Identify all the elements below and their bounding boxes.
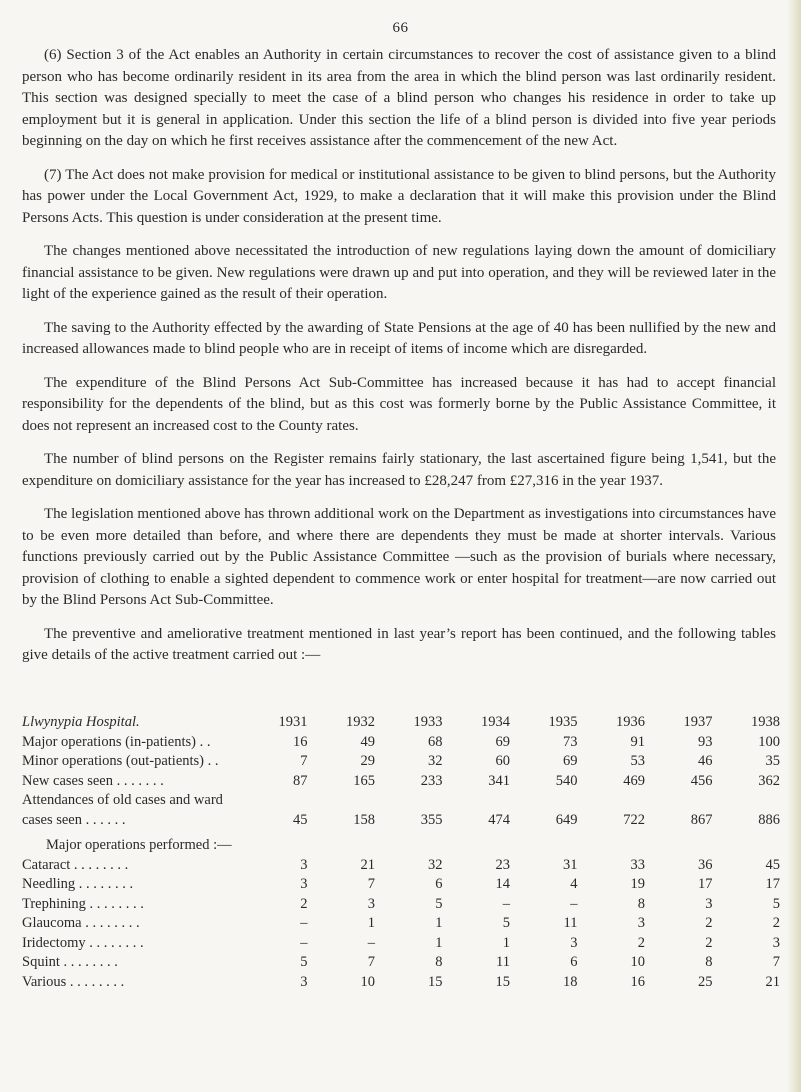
hospital-treatment-table <box>22 713 780 992</box>
year-header: 1931 <box>278 714 308 730</box>
table-cell: 17 <box>765 876 780 892</box>
table-row <box>22 895 780 915</box>
table-cell: – <box>300 934 308 951</box>
row-label: Trephining . . . . . . . . <box>22 895 144 912</box>
table-cell: 15 <box>495 973 510 990</box>
table-cell: 4 <box>570 876 578 892</box>
table-cell: 60 <box>495 753 510 769</box>
row-label: Attendances of old cases and ward <box>22 792 223 808</box>
row-label: Cataract . . . . . . . . <box>22 856 129 873</box>
table-cell: 886 <box>758 811 780 828</box>
table-cell: 8 <box>435 954 443 970</box>
table-cell: 32 <box>428 753 443 769</box>
table-cell: 8 <box>637 895 645 912</box>
paragraph-additional-work: The legislation mentioned above has thrown additional work on the Department as investigations into circumstances have to be even more detailed than before, and where there are dependents they must be made at shorter intervals. Various functions previously carried out by the Public Assistance Committee —such as the provision of burials where necessary, provision of clothing to enable a sighted dependent to commence work or enter hospital for treatment—are now carried out by the Blind Persons Act Sub-Committee. <box>22 506 776 608</box>
row-label: Major operations (in-patients) . . <box>22 733 211 750</box>
paragraph-section-3: (6) Section 3 of the Act enables an Authority in certain circumstances to recover the cost of assistance given to a blind person who has become ordinarily resident in its area from the area in which the blind person was last ordinarily resident. This section was designed specially to meet the case of a blind person who changes his residence in order to take up employment but it is general in application. Under this section the life of a blind person is divided into five year periods beginning on the day on which he first receives assistance after the commencement of the new Act. <box>22 47 776 149</box>
sub-heading: Major operations performed :— <box>46 837 232 853</box>
table-row <box>22 875 780 895</box>
table-cell: 21 <box>360 856 375 873</box>
table-cell: 1 <box>435 915 443 931</box>
table-cell: 233 <box>420 772 443 789</box>
table-cell: – <box>570 895 578 912</box>
year-header: 1935 <box>548 714 578 730</box>
page-edge-shadow <box>787 0 801 1092</box>
row-label: New cases seen . . . . . . . <box>22 772 164 789</box>
table-cell: 540 <box>555 772 578 789</box>
table-cell: 2 <box>300 895 308 912</box>
table-cell: 91 <box>630 733 645 750</box>
table-cell: 93 <box>698 733 713 750</box>
table-cell: 3 <box>300 856 308 873</box>
table-cell: 1 <box>502 934 510 951</box>
table-row <box>22 856 780 876</box>
table-cell: 5 <box>300 954 308 970</box>
table-row <box>22 811 780 831</box>
table-cell: 474 <box>488 811 510 828</box>
year-header: 1938 <box>751 714 780 730</box>
table-cell: 469 <box>623 772 645 789</box>
row-label: Needling . . . . . . . . <box>22 876 134 892</box>
table-cell: 35 <box>765 753 780 769</box>
table-cell: 341 <box>488 772 510 789</box>
row-label: Iridectomy . . . . . . . . <box>22 934 144 951</box>
table-cell: 16 <box>293 733 308 750</box>
paragraph-register-count: The number of blind persons on the Register remains fairly stationary, the last ascertained figure being 1,541, but the expenditure on domiciliary assistance for the year has increased to £28,247 from £27,316 in the year 1937. <box>22 451 776 489</box>
row-label: Glaucoma . . . . . . . . <box>22 915 140 931</box>
table-cell: 355 <box>420 811 443 828</box>
table-cell: 158 <box>353 811 375 828</box>
table-cell: 10 <box>630 954 645 970</box>
table-cell: 25 <box>698 973 713 990</box>
table-cell: 11 <box>563 915 578 931</box>
table-cell: 165 <box>353 772 375 789</box>
table-cell: 8 <box>705 954 713 970</box>
table-cell: 7 <box>367 876 375 892</box>
table-cell: 100 <box>758 733 780 750</box>
table-cell: 19 <box>630 876 645 892</box>
table-cell: 36 <box>698 856 713 873</box>
table-cell: 33 <box>630 856 645 873</box>
hospital-treatment-table-container <box>22 713 780 992</box>
table-cell: 1 <box>435 934 443 951</box>
table-cell: 17 <box>698 876 713 892</box>
paragraph-state-pensions: The saving to the Authority effected by the awarding of State Pensions at the age of 40 has been nullified by the new and increased allowances made to blind people who are in receipt of items of income which are disregarded. <box>22 319 776 357</box>
table-cell: 7 <box>772 954 780 970</box>
table-cell: 49 <box>360 733 375 750</box>
table-cell: 23 <box>495 856 510 873</box>
table-cell: 362 <box>758 772 780 789</box>
year-header: 1933 <box>413 714 443 730</box>
table-cell: 5 <box>435 895 443 912</box>
table-cell: 31 <box>563 856 578 873</box>
table-cell: 5 <box>772 895 780 912</box>
table-cell: 3 <box>300 876 308 892</box>
table-cell: 3 <box>772 934 780 951</box>
table-cell: 18 <box>563 973 578 990</box>
body-text <box>22 45 776 679</box>
table-subheading-row <box>22 836 780 856</box>
table-cell: 29 <box>360 753 375 769</box>
table-row <box>22 914 780 934</box>
table-row <box>22 752 780 772</box>
year-header: 1937 <box>683 714 713 730</box>
table-cell: 7 <box>367 954 375 970</box>
table-cell: 68 <box>428 733 443 750</box>
table-cell: 2 <box>705 934 713 951</box>
table-cell: 11 <box>496 954 510 970</box>
table-cell: 7 <box>300 753 308 769</box>
table-cell: 722 <box>623 811 645 828</box>
table-cell: 5 <box>502 915 510 931</box>
table-cell: 10 <box>360 973 375 990</box>
paragraph-treatment-intro: The preventive and ameliorative treatment mentioned in last year’s report has been continued, and the following tables give details of the active treatment carried out :— <box>22 625 776 663</box>
row-label: Squint . . . . . . . . <box>22 954 118 970</box>
year-header: 1936 <box>616 714 645 730</box>
table-cell: 3 <box>637 915 645 931</box>
paragraph-medical-provision: (7) The Act does not make provision for medical or institutional assistance to be given to blind persons, but the Authority has power under the Local Government Act, 1929, to make a declaration that it will make this provision under the Blind Persons Acts. This question is under consideration at the present time. <box>22 166 776 226</box>
table-cell: – <box>300 915 308 931</box>
page-number: 66 <box>392 20 409 36</box>
table-cell: 2 <box>637 934 645 951</box>
table-row <box>22 733 780 753</box>
paragraph-expenditure: The expenditure of the Blind Persons Act Sub-Committee has increased because it has had to accept financial responsibility for the dependents of the blind, but as this cost was formerly borne by the Public Assistance Committee, it does not represent an increased cost to the County rates. <box>22 374 776 434</box>
table-cell: 32 <box>428 856 443 873</box>
table-cell: 69 <box>495 733 510 750</box>
table-cell: 2 <box>772 915 780 931</box>
table-cell: 2 <box>705 915 713 931</box>
table-cell: 6 <box>435 876 443 892</box>
table-cell: 649 <box>555 811 578 828</box>
table-cell: 1 <box>367 915 375 931</box>
table-cell: 73 <box>563 733 578 750</box>
paragraph-new-regulations: The changes mentioned above necessitated the introduction of new regulations laying down the amount of domiciliary financial assistance to be given. New regulations were drawn up and put into operation, and they will be reviewed later in the light of the experience gained as the result of their operation. <box>22 243 776 302</box>
table-cell: 3 <box>570 934 578 951</box>
table-cell: 3 <box>300 973 308 990</box>
year-header: 1932 <box>346 714 375 730</box>
year-header: 1934 <box>481 714 510 730</box>
table-row <box>22 953 780 973</box>
table-cell: 53 <box>630 753 645 769</box>
table-cell: 16 <box>630 973 645 990</box>
table-cell: 45 <box>765 856 780 873</box>
table-row-label-continuation <box>22 791 780 811</box>
table-cell: 45 <box>293 811 308 828</box>
row-label: Minor operations (out-patients) . . <box>22 753 219 769</box>
table-row <box>22 772 780 792</box>
table-header-row <box>22 713 780 733</box>
table-row <box>22 934 780 954</box>
table-row <box>22 973 780 993</box>
table-cell: 21 <box>765 973 780 990</box>
table-cell: 46 <box>698 753 713 769</box>
row-label: cases seen . . . . . . <box>22 811 126 828</box>
table-cell: 3 <box>705 895 713 912</box>
table-cell: 6 <box>570 954 578 970</box>
table-cell: 456 <box>690 772 713 789</box>
table-cell: – <box>502 895 510 912</box>
table-cell: 15 <box>428 973 443 990</box>
table-cell: 3 <box>367 895 375 912</box>
table-cell: 69 <box>563 753 578 769</box>
table-cell: 14 <box>495 876 510 892</box>
table-cell: 867 <box>690 811 713 828</box>
row-label: Various . . . . . . . . <box>22 973 125 990</box>
table-cell: – <box>367 934 375 951</box>
table-cell: 87 <box>293 772 308 789</box>
table-heading: Llwynypia Hospital. <box>22 714 140 730</box>
